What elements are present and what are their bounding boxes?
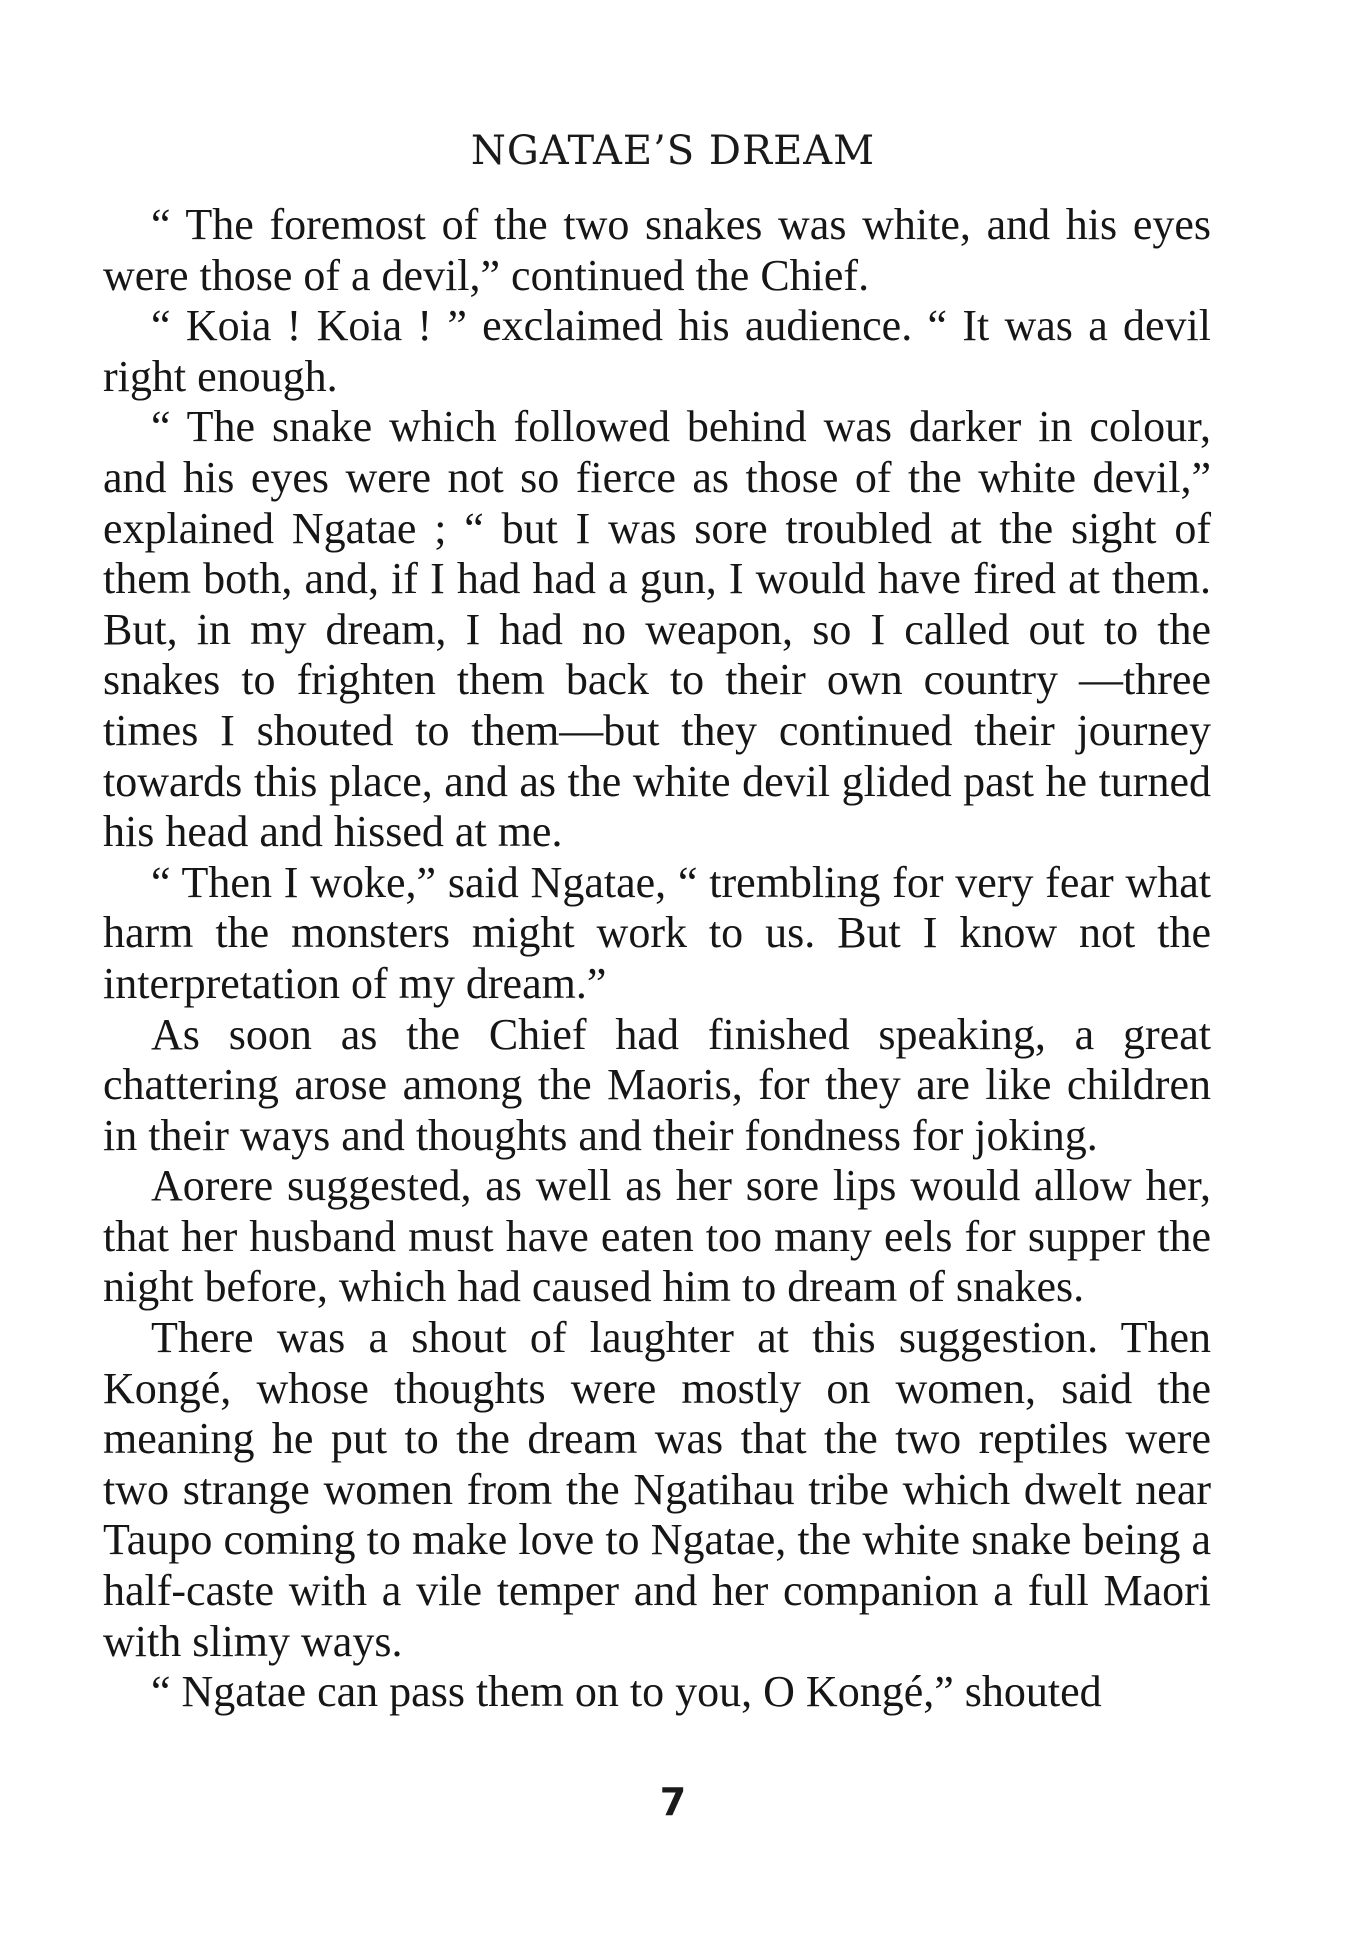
page-number: 7: [659, 1780, 687, 1824]
paragraph: “ The foremost of the two snakes was white, and his eyes were those of a devil,” continued the Chief.: [103, 200, 1211, 300]
paragraph: “ Koia ! Koia ! ” exclaimed his audience. “ It was a devil right enough.: [103, 301, 1211, 401]
paragraph: “ Then I woke,” said Ngatae, “ trembling for very fear what harm the monsters might work to us. But I know not the interpretation of my dream.”: [103, 857, 1211, 1008]
paragraph: As soon as the Chief had finished speaking, a great chattering arose among the Maoris, for they are like children in their ways and thoughts and their fondness for joking.: [103, 1009, 1211, 1160]
running-head: NGATAE’S DREAM: [470, 128, 876, 174]
paragraph: “ The snake which followed behind was darker in colour, and his eyes were not so fierce as those of the white devil,” explained Ngatae ; “ but I was sore troubled at the sight of them both, and, if I had had a gun, I would have fired at them. But, in my dream, I had no weapon, so I called out to the snakes to frighten them back to their own country —three times I shouted to them—but they continued their journey towards this place, and as the white devil glided past he turned his head and hissed at me.: [103, 402, 1211, 857]
paragraph: Aorere suggested, as well as her sore lips would allow her, that her husband must have eaten too many eels for supper the night before, which had caused him to dream of snakes.: [103, 1161, 1211, 1312]
body-text: [103, 200, 1211, 1718]
paragraph: There was a shout of laughter at this suggestion. Then Kongé, whose thoughts were mostly on women, said the meaning he put to the dream was that the two reptiles were two strange women from the Ngatihau tribe which dwelt near Taupo coming to make love to Ngatae, the white snake being a half-caste with a vile temper and her companion a full Maori with slimy ways.: [103, 1313, 1211, 1666]
paragraph: “ Ngatae can pass them on to you, O Kongé,” shouted: [151, 1667, 1102, 1717]
